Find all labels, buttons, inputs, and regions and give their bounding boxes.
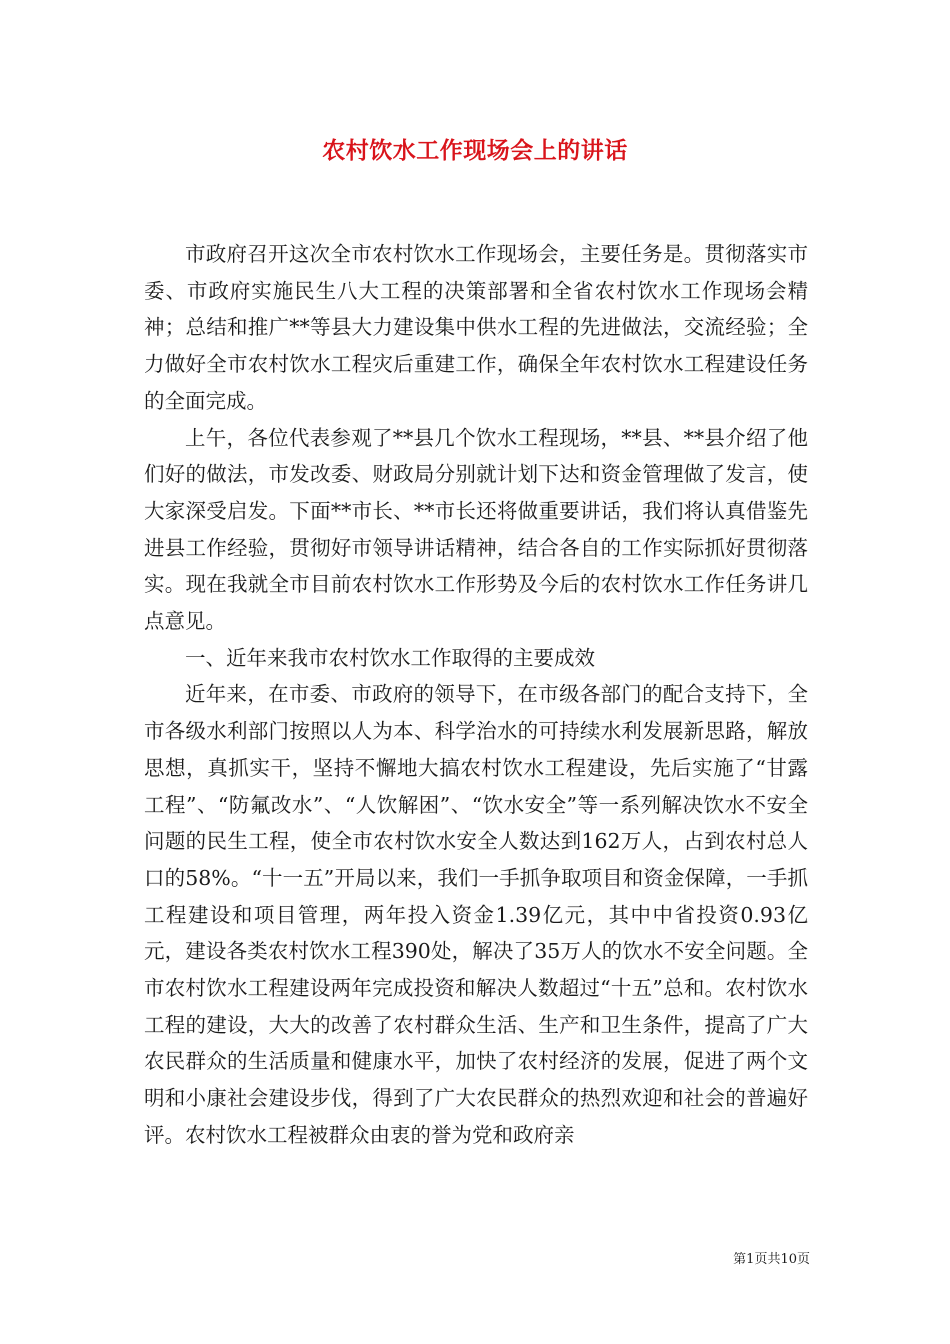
section-paragraph: 近年来，在市委、市政府的领导下，在市级各部门的配合支持下，全市各级水利部门按照以人为本、科学治水的可持续水利发展新思路，解放思想，真抓实干，坚持不懈地大搞农村饮水工程建设，先后实施了“甘露工程”、“防氟改水”、“人饮解困”、“饮水安全”等一系列解决饮水不安全问题的民生工程，使全市农村饮水安全人数达到162万人，占到农村总人口的58%。“十一五”开局以来，我们一手抓争取项目和资金保障，一手抓工程建设和项目管理，两年投入资金1.39亿元，其中中省投资0.93亿元，建设各类农村饮水工程390处，解决了35万人的饮水不安全问题。全市农村饮水工程建设两年完成投资和解决人数超过“十五”总和。农村饮水工程的建设，大大的改善了农村群众生活、生产和卫生条件，提高了广大农民群众的生活质量和健康水平，加快了农村经济的发展，促进了两个文明和小康社会建设步伐，得到了广大农民群众的热烈欢迎和社会的普遍好评。农村饮水工程被群众由衷的誉为党和政府亲 <box>144 682 808 1147</box>
document-body <box>144 236 808 1154</box>
body-paragraph-2: 上午，各位代表参观了**县几个饮水工程现场，**县、**县介绍了他们好的做法，市发改委、财政局分别就计划下达和资金管理做了发言，使大家深受启发。下面**市长、**市长还将做重要讲话，我们将认真借鉴先进县工作经验，贯彻好市领导讲话精神，结合各自的工作实际抓好贯彻落实。现在我就全市目前农村饮水工作形势及今后的农村饮水工作任务讲几点意见。 <box>144 425 808 634</box>
body-paragraph-1: 市政府召开这次全市农村饮水工作现场会，主要任务是。贯彻落实市委、市政府实施民生八大工程的决策部署和全省农村饮水工作现场会精神；总结和推广**等县大力建设集中供水工程的先进做法，交流经验；全力做好全市农村饮水工程灾后重建工作，确保全年农村饮水工程建设任务的全面完成。 <box>144 242 808 413</box>
page-number: 第1页共10页 <box>733 1252 810 1267</box>
document-title: 农村饮水工作现场会上的讲话 <box>322 137 628 164</box>
section-heading: 一、近年来我市农村饮水工作取得的主要成效 <box>185 645 595 670</box>
